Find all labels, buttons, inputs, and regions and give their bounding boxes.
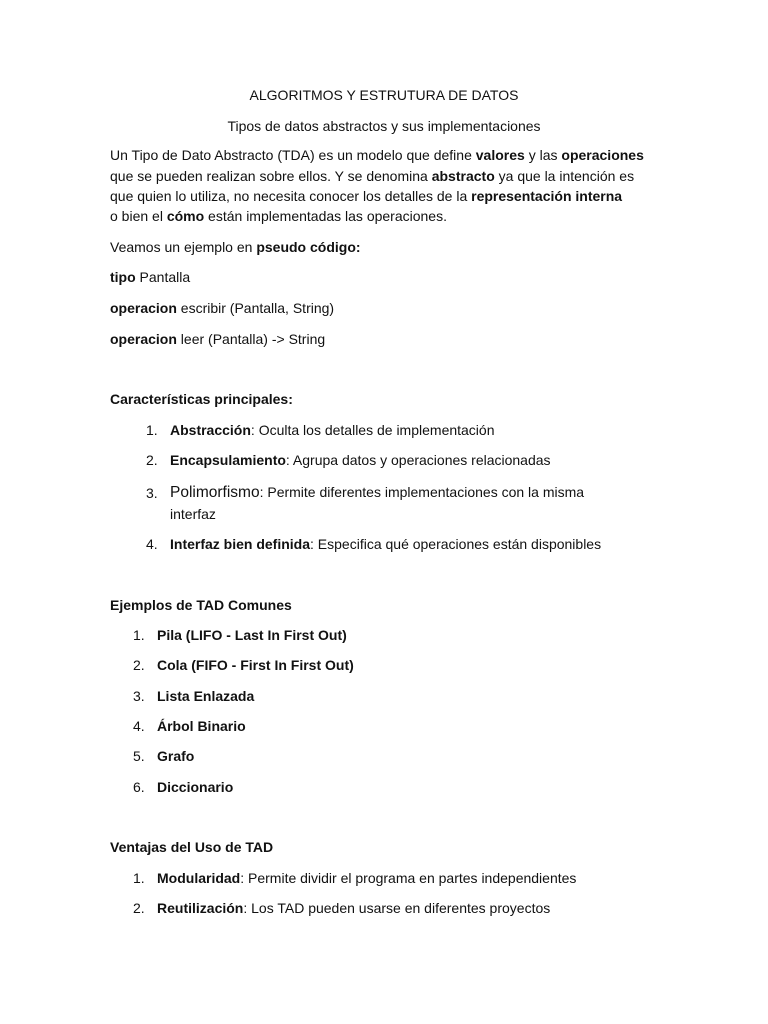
list-term: Encapsulamiento [170,452,286,468]
document-subtitle: Tipos de datos abstractos y sus implementaciones [227,118,541,134]
intro-text: y las [524,147,562,163]
list-item [157,688,254,704]
list-term: Diccionario [157,779,234,795]
intro-text: que se pueden realizan sobre ellos. Y se denomina [110,168,432,184]
list-term: Modularidad [157,870,241,886]
list-term: Polimorfismo [170,484,260,501]
pseudo-line-1 [110,269,190,285]
intro-bold: abstracto [431,168,495,184]
list-item [157,627,347,643]
pseudo-keyword: tipo [110,269,136,285]
pseudo-line-2 [110,300,334,316]
list-number: 1. [133,627,145,643]
pseudo-keyword: operacion [110,331,177,347]
section-heading-ejemplos [110,597,292,613]
list-term: Árbol Binario [157,718,246,734]
pseudo-text: leer (Pantalla) -> String [176,331,326,347]
list-number: 3. [146,485,158,501]
intro-bold: valores [475,147,525,163]
section-heading-ventajas [110,839,273,855]
intro-line-3 [110,188,622,204]
heading-text: Ventajas del Uso de TAD [110,839,274,855]
list-desc: : Agrupa datos y operaciones relacionadas [285,452,551,468]
list-term: Abstracción [170,422,251,438]
list-number: 4. [133,718,145,734]
list-number: 2. [133,900,145,916]
list-item [157,657,354,673]
list-number: 2. [133,657,145,673]
pseudo-text: Pantalla [135,269,191,285]
list-term: Reutilización [157,900,244,916]
heading-text: Ejemplos de TAD Comunes [110,597,292,613]
pseudo-line-3 [110,331,325,347]
list-number: 1. [133,870,145,886]
list-term: Interfaz bien definida [170,536,311,552]
intro-line-4 [110,208,447,224]
list-desc: : Los TAD pueden usarse en diferentes proyectos [243,900,551,916]
pseudo-intro [110,239,361,255]
list-number: 5. [133,748,145,764]
list-item [170,422,495,438]
list-item [157,748,194,764]
list-term: Grafo [157,748,195,764]
intro-text: que quien lo utiliza, no necesita conocer los detalles de la [110,188,472,204]
list-item [170,452,551,468]
list-number: 1. [146,422,158,438]
list-item-continuation: interfaz [170,506,216,522]
list-desc: : Oculta los detalles de implementación [250,422,495,438]
list-term: Cola (FIFO - First In First Out) [157,657,354,673]
list-number: 2. [146,452,158,468]
list-number: 4. [146,536,158,552]
list-item [157,900,550,916]
pseudo-intro-text: Veamos un ejemplo en [110,239,257,255]
pseudo-intro-bold: pseudo código: [256,239,361,255]
list-desc: : Especifica qué operaciones están disponibles [310,536,602,552]
list-number: 6. [133,779,145,795]
intro-text: Un Tipo de Dato Abstracto (TDA) es un modelo que define [110,147,476,163]
section-heading-caracteristicas [110,391,293,407]
list-desc: : Permite dividir el programa en partes independientes [240,870,577,886]
pseudo-keyword: operacion [110,300,177,316]
intro-bold: cómo [166,208,205,224]
list-term: Pila (LIFO - Last In First Out) [157,627,347,643]
list-item [157,718,246,734]
pseudo-text: escribir (Pantalla, String) [176,300,335,316]
intro-text: ya que la intención es [494,168,635,184]
intro-bold: representación interna [471,188,623,204]
intro-bold: operaciones [561,147,644,163]
intro-text: o bien el [110,208,167,224]
intro-line-1 [110,147,644,163]
list-item [157,870,576,886]
list-item [170,536,601,552]
list-term: Lista Enlazada [157,688,255,704]
list-desc: : Permite diferentes implementaciones con la misma [259,484,585,500]
heading-text: Características principales: [110,391,293,407]
list-number: 3. [133,688,145,704]
document-title: ALGORITMOS Y ESTRUTURA DE DATOS [249,87,519,103]
list-item [170,484,584,502]
intro-line-2 [110,168,634,184]
list-item [157,779,233,795]
intro-text: están implementadas las operaciones. [204,208,447,224]
